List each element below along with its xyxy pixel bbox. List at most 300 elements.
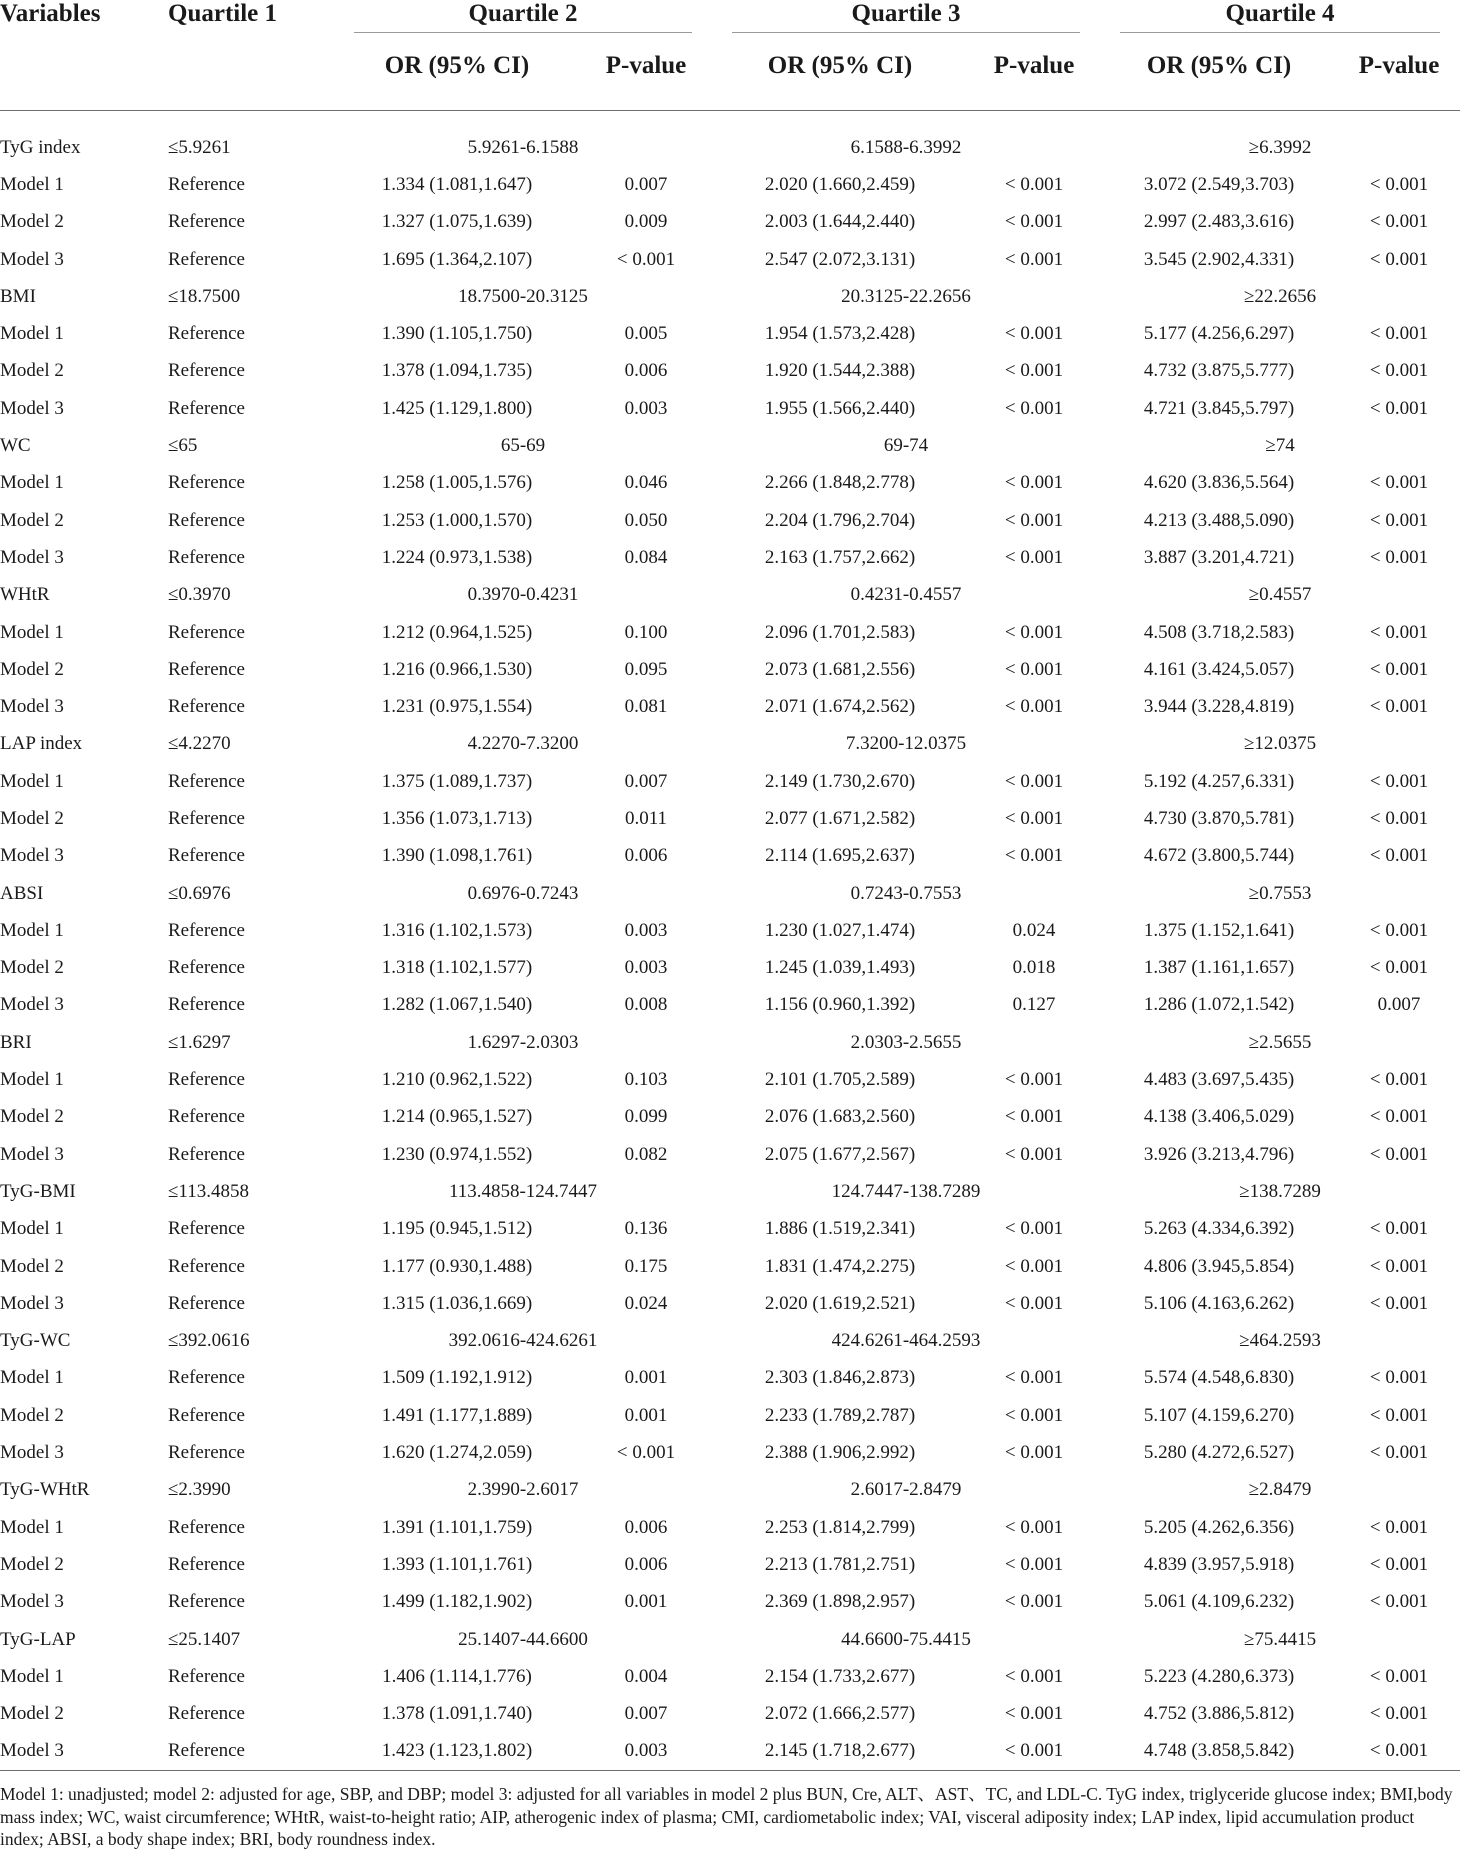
p-value-q2: 0.006 bbox=[624, 360, 668, 382]
table-row bbox=[0, 465, 1460, 502]
p-value-q2: 0.003 bbox=[624, 957, 668, 979]
model-label: Model 3 bbox=[0, 397, 64, 419]
p-value-q2: 0.084 bbox=[624, 546, 668, 568]
p-value-q2: 0.103 bbox=[624, 1069, 668, 1091]
quartile-1-value: Reference bbox=[168, 1442, 245, 1464]
header-blank bbox=[168, 40, 334, 111]
variable-row bbox=[0, 875, 1460, 912]
quartile-2-range: 2.3990-2.6017 bbox=[467, 1479, 579, 1501]
table-row bbox=[0, 1248, 1460, 1285]
or-q3: 2.369 (1.898,2.957) bbox=[764, 1591, 916, 1613]
table-row bbox=[0, 950, 1460, 987]
quartile-1-value: Reference bbox=[168, 1069, 245, 1091]
quartile-1-value: Reference bbox=[168, 919, 245, 941]
p-value-q3: < 0.001 bbox=[1004, 696, 1064, 718]
quartile-3-range: 6.1588-6.3992 bbox=[850, 136, 962, 158]
quartile-2-range: 392.0616-424.6261 bbox=[448, 1330, 598, 1352]
quartile-1-value: Reference bbox=[168, 397, 245, 419]
table-header bbox=[0, 0, 1460, 111]
p-value-q4: < 0.001 bbox=[1369, 1703, 1429, 1725]
p-value-q3: < 0.001 bbox=[1004, 323, 1064, 345]
or-q2: 1.509 (1.192,1.912) bbox=[381, 1367, 533, 1389]
quartile-3-range: 0.7243-0.7553 bbox=[850, 882, 962, 904]
or-q4: 4.213 (3.488,5.090) bbox=[1143, 509, 1295, 531]
table-row bbox=[0, 987, 1460, 1024]
p-value-q4: < 0.001 bbox=[1369, 1665, 1429, 1687]
table-row bbox=[0, 1434, 1460, 1471]
table-row bbox=[0, 614, 1460, 651]
or-q4: 5.106 (4.163,6.262) bbox=[1143, 1292, 1295, 1314]
table-row bbox=[0, 1733, 1460, 1771]
quartile-4-range: ≥12.0375 bbox=[1243, 733, 1317, 755]
table-body bbox=[0, 129, 1460, 1771]
quartile-2-range: 5.9261-6.1588 bbox=[467, 136, 579, 158]
table-row bbox=[0, 1211, 1460, 1248]
quartile-3-range: 0.4231-0.4557 bbox=[850, 584, 962, 606]
or-q3: 2.266 (1.848,2.778) bbox=[764, 472, 916, 494]
or-q2: 1.393 (1.101,1.761) bbox=[381, 1553, 533, 1575]
variable-name: BRI bbox=[0, 1031, 32, 1053]
quartile-1-value: Reference bbox=[168, 994, 245, 1016]
p-value-q4: < 0.001 bbox=[1369, 509, 1429, 531]
p-value-q3: 0.024 bbox=[1012, 919, 1056, 941]
quartile-4-range: ≥0.4557 bbox=[1248, 584, 1312, 606]
variable-name: TyG index bbox=[0, 136, 81, 158]
model-label: Model 1 bbox=[0, 1665, 64, 1687]
model-label: Model 3 bbox=[0, 1143, 64, 1165]
quartile-1-value: Reference bbox=[168, 173, 245, 195]
p-value-q3: 0.127 bbox=[1012, 994, 1056, 1016]
or-q4: 5.061 (4.109,6.232) bbox=[1143, 1591, 1295, 1613]
p-value-q3: < 0.001 bbox=[1004, 1367, 1064, 1389]
p-value-q2: 0.007 bbox=[624, 770, 668, 792]
p-value-q4: < 0.001 bbox=[1369, 472, 1429, 494]
quartile-1-value: Reference bbox=[168, 1553, 245, 1575]
p-value-q3: < 0.001 bbox=[1004, 546, 1064, 568]
or-q3: 2.154 (1.733,2.677) bbox=[764, 1665, 916, 1687]
quartile-3-range: 44.6600-75.4415 bbox=[841, 1628, 971, 1650]
quartile-1-value: Reference bbox=[168, 1665, 245, 1687]
or-q3: 2.073 (1.681,2.556) bbox=[764, 658, 916, 680]
variable-name: TyG-WHtR bbox=[0, 1479, 90, 1501]
variable-row bbox=[0, 427, 1460, 464]
or-q2: 1.210 (0.962,1.522) bbox=[381, 1069, 533, 1091]
table-row bbox=[0, 1285, 1460, 1322]
quartile-1-value: Reference bbox=[168, 807, 245, 829]
p-value-q2: 0.003 bbox=[624, 397, 668, 419]
quartile-1-value: Reference bbox=[168, 211, 245, 233]
variable-name: WHtR bbox=[0, 584, 50, 606]
p-value-q4: < 0.001 bbox=[1369, 807, 1429, 829]
or-q2: 1.327 (1.075,1.639) bbox=[381, 211, 533, 233]
model-label: Model 2 bbox=[0, 360, 64, 382]
or-q3: 1.954 (1.573,2.428) bbox=[764, 323, 916, 345]
model-label: Model 2 bbox=[0, 1404, 64, 1426]
p-value-q4: < 0.001 bbox=[1369, 360, 1429, 382]
or-q4: 4.748 (3.858,5.842) bbox=[1100, 1733, 1338, 1771]
or-q4: 5.205 (4.262,6.356) bbox=[1143, 1516, 1295, 1538]
or-q3: 2.072 (1.666,2.577) bbox=[764, 1703, 916, 1725]
p-value-q3: 0.018 bbox=[1012, 957, 1056, 979]
quartile-4-range: ≥22.2656 bbox=[1243, 285, 1317, 307]
variable-row bbox=[0, 278, 1460, 315]
or-q4: 4.806 (3.945,5.854) bbox=[1143, 1255, 1295, 1277]
or-q3: 2.096 (1.701,2.583) bbox=[764, 621, 916, 643]
table-row bbox=[0, 838, 1460, 875]
p-value-q3: < 0.001 bbox=[1004, 472, 1064, 494]
p-value-q2: 0.005 bbox=[624, 323, 668, 345]
quartile-1-value: Reference bbox=[168, 1703, 245, 1725]
model-label: Model 3 bbox=[0, 1733, 168, 1771]
p-value-q2: 0.050 bbox=[624, 509, 668, 531]
model-label: Model 3 bbox=[0, 1442, 64, 1464]
quartile-1-value: Reference bbox=[168, 509, 245, 531]
or-q3: 2.233 (1.789,2.787) bbox=[764, 1404, 916, 1426]
variable-name: ABSI bbox=[0, 882, 44, 904]
model-label: Model 1 bbox=[0, 1069, 64, 1091]
variable-row bbox=[0, 577, 1460, 614]
p-value-q4: < 0.001 bbox=[1369, 1442, 1429, 1464]
or-q2: 1.406 (1.114,1.776) bbox=[382, 1665, 532, 1687]
model-label: Model 2 bbox=[0, 509, 64, 531]
or-q2: 1.491 (1.177,1.889) bbox=[381, 1404, 533, 1426]
or-q2: 1.356 (1.073,1.713) bbox=[381, 807, 533, 829]
p-value-q4: 0.007 bbox=[1377, 994, 1421, 1016]
or-q3: 2.020 (1.660,2.459) bbox=[764, 173, 916, 195]
quartile-1-range: ≤25.1407 bbox=[168, 1628, 241, 1650]
header-or-q2: OR (95% CI) bbox=[334, 40, 580, 111]
quartile-1-range: ≤18.7500 bbox=[168, 285, 241, 307]
or-q4: 4.508 (3.718,2.583) bbox=[1143, 621, 1295, 643]
or-q4: 5.223 (4.280,6.373) bbox=[1143, 1665, 1295, 1687]
or-q2: 1.316 (1.102,1.573) bbox=[381, 919, 533, 941]
or-q2: 1.177 (0.930,1.488) bbox=[381, 1255, 533, 1277]
or-q3: 2.020 (1.619,2.521) bbox=[764, 1292, 916, 1314]
quartile-2-range: 0.6976-0.7243 bbox=[467, 882, 579, 904]
p-value-q4: < 0.001 bbox=[1369, 919, 1429, 941]
quartile-1-value: Reference bbox=[168, 1591, 245, 1613]
p-value-q4: < 0.001 bbox=[1369, 1292, 1429, 1314]
quartile-2-range: 0.3970-0.4231 bbox=[467, 584, 579, 606]
p-value-q3: < 0.001 bbox=[1004, 211, 1064, 233]
or-q2: 1.224 (0.973,1.538) bbox=[381, 546, 533, 568]
or-q2: 1.216 (0.966,1.530) bbox=[381, 658, 533, 680]
table-row bbox=[0, 241, 1460, 278]
model-label: Model 1 bbox=[0, 1218, 64, 1240]
table-row bbox=[0, 912, 1460, 949]
p-value-q2: 0.006 bbox=[624, 1553, 668, 1575]
quartile-4-range: ≥2.5655 bbox=[1248, 1031, 1312, 1053]
table-row bbox=[0, 539, 1460, 576]
table-row bbox=[0, 800, 1460, 837]
quartile-1-value: Reference bbox=[168, 770, 245, 792]
table-row bbox=[0, 763, 1460, 800]
quartile-4-range: ≥6.3992 bbox=[1248, 136, 1312, 158]
table-row bbox=[0, 1099, 1460, 1136]
quartile-4-range: ≥0.7553 bbox=[1248, 882, 1312, 904]
p-value-q4: < 0.001 bbox=[1369, 696, 1429, 718]
p-value-q2: 0.009 bbox=[624, 211, 668, 233]
header-variables: Variables bbox=[0, 0, 101, 27]
or-q4: 3.545 (2.902,4.331) bbox=[1143, 248, 1295, 270]
or-q4: 5.574 (4.548,6.830) bbox=[1143, 1367, 1295, 1389]
p-value-q2: < 0.001 bbox=[616, 1442, 676, 1464]
p-value-q2: 0.001 bbox=[624, 1591, 668, 1613]
p-value-q2: 0.046 bbox=[624, 472, 668, 494]
table-row bbox=[0, 353, 1460, 390]
model-label: Model 3 bbox=[0, 696, 64, 718]
p-value-q3: < 0.001 bbox=[968, 1733, 1100, 1771]
quartile-2-range: 113.4858-124.7447 bbox=[448, 1180, 598, 1202]
or-q2: 1.390 (1.098,1.761) bbox=[381, 845, 533, 867]
header-p-q2: P-value bbox=[580, 40, 712, 111]
or-q4: 5.280 (4.272,6.527) bbox=[1143, 1442, 1295, 1464]
quartile-3-range: 20.3125-22.2656 bbox=[841, 285, 971, 307]
p-value-q2: 0.175 bbox=[624, 1255, 668, 1277]
p-value-q3: < 0.001 bbox=[1004, 1591, 1064, 1613]
quartile-1-value: Reference bbox=[168, 1143, 245, 1165]
or-q4: 3.944 (3.228,4.819) bbox=[1143, 696, 1295, 718]
or-q2: 1.378 (1.094,1.735) bbox=[381, 360, 533, 382]
p-value-q4: < 0.001 bbox=[1369, 248, 1429, 270]
or-q2: 1.425 (1.129,1.800) bbox=[381, 397, 533, 419]
variable-name: TyG-BMI bbox=[0, 1180, 76, 1202]
variable-row bbox=[0, 726, 1460, 763]
quartile-1-range: ≤0.3970 bbox=[168, 584, 231, 606]
quartile-1-value: Reference bbox=[168, 957, 245, 979]
or-q4: 3.926 (3.213,4.796) bbox=[1143, 1143, 1295, 1165]
table-row bbox=[0, 315, 1460, 352]
or-q4: 1.375 (1.152,1.641) bbox=[1143, 919, 1295, 941]
table-row bbox=[0, 1584, 1460, 1621]
p-value-q3: < 0.001 bbox=[1004, 1442, 1064, 1464]
quartile-1-value: Reference bbox=[168, 472, 245, 494]
variable-name: TyG-WC bbox=[0, 1330, 71, 1352]
or-q3: 1.955 (1.566,2.440) bbox=[764, 397, 916, 419]
table-row bbox=[0, 502, 1460, 539]
or-q3: 2.253 (1.814,2.799) bbox=[764, 1516, 916, 1538]
p-value-q3: < 0.001 bbox=[1004, 845, 1064, 867]
variable-name: LAP index bbox=[0, 733, 83, 755]
table-row bbox=[0, 390, 1460, 427]
or-q3: 1.831 (1.474,2.275) bbox=[764, 1255, 916, 1277]
or-q2: 1.258 (1.005,1.576) bbox=[381, 472, 533, 494]
or-q3: 2.075 (1.677,2.567) bbox=[764, 1143, 916, 1165]
or-q4: 5.177 (4.256,6.297) bbox=[1143, 323, 1295, 345]
p-value-q2: 0.081 bbox=[624, 696, 668, 718]
or-q2: 1.230 (0.974,1.552) bbox=[381, 1143, 533, 1165]
or-q3: 2.003 (1.644,2.440) bbox=[764, 211, 916, 233]
or-q2: 1.423 (1.123,1.802) bbox=[334, 1733, 580, 1771]
p-value-q4: < 0.001 bbox=[1369, 621, 1429, 643]
quartile-1-range: ≤113.4858 bbox=[168, 1180, 249, 1202]
p-value-q3: < 0.001 bbox=[1004, 509, 1064, 531]
quartile-2-range: 18.7500-20.3125 bbox=[458, 285, 588, 307]
p-value-q3: < 0.001 bbox=[1004, 807, 1064, 829]
p-value-q4: < 0.001 bbox=[1369, 1218, 1429, 1240]
or-q4: 4.483 (3.697,5.435) bbox=[1143, 1069, 1295, 1091]
model-label: Model 1 bbox=[0, 621, 64, 643]
p-value-q4: < 0.001 bbox=[1369, 845, 1429, 867]
quartile-4-range: ≥2.8479 bbox=[1248, 1479, 1312, 1501]
quartile-3-range: 69-74 bbox=[883, 435, 929, 457]
p-value-q3: < 0.001 bbox=[1004, 1516, 1064, 1538]
p-value-q4: < 0.001 bbox=[1369, 323, 1429, 345]
quartile-1-value: Reference bbox=[168, 1516, 245, 1538]
quartile-1-range: ≤5.9261 bbox=[168, 136, 231, 158]
quartile-1-value: Reference bbox=[168, 1404, 245, 1426]
table-row bbox=[0, 204, 1460, 241]
p-value-q4: < 0.001 bbox=[1369, 1367, 1429, 1389]
p-value-q3: < 0.001 bbox=[1004, 658, 1064, 680]
quartile-1-range: ≤65 bbox=[168, 435, 198, 457]
p-value-q4: < 0.001 bbox=[1369, 1516, 1429, 1538]
table-row bbox=[0, 1509, 1460, 1546]
quartile-1-value: Reference bbox=[168, 546, 245, 568]
p-value-q4: < 0.001 bbox=[1369, 1255, 1429, 1277]
p-value-q2: < 0.001 bbox=[616, 248, 676, 270]
model-label: Model 2 bbox=[0, 658, 64, 680]
or-q4: 5.263 (4.334,6.392) bbox=[1143, 1218, 1295, 1240]
header-p-q4: P-value bbox=[1338, 40, 1460, 111]
or-q2: 1.231 (0.975,1.554) bbox=[381, 696, 533, 718]
p-value-q3: < 0.001 bbox=[1004, 1553, 1064, 1575]
or-q2: 1.390 (1.105,1.750) bbox=[381, 323, 533, 345]
or-q3: 2.213 (1.781,2.751) bbox=[764, 1553, 916, 1575]
or-q4: 4.672 (3.800,5.744) bbox=[1143, 845, 1295, 867]
or-q4: 4.721 (3.845,5.797) bbox=[1143, 397, 1295, 419]
model-label: Model 2 bbox=[0, 1553, 64, 1575]
table-row bbox=[0, 1546, 1460, 1583]
variable-row bbox=[0, 1621, 1460, 1658]
or-q3: 2.163 (1.757,2.662) bbox=[764, 546, 916, 568]
variable-name: BMI bbox=[0, 285, 36, 307]
model-label: Model 2 bbox=[0, 1703, 64, 1725]
quartile-1-range: ≤0.6976 bbox=[168, 882, 231, 904]
table-row bbox=[0, 1658, 1460, 1695]
p-value-q2: 0.011 bbox=[624, 807, 668, 829]
model-label: Model 3 bbox=[0, 1292, 64, 1314]
variable-name: TyG-LAP bbox=[0, 1628, 76, 1650]
or-q2: 1.253 (1.000,1.570) bbox=[381, 509, 533, 531]
p-value-q3: < 0.001 bbox=[1004, 173, 1064, 195]
p-value-q3: < 0.001 bbox=[1004, 1292, 1064, 1314]
model-label: Model 2 bbox=[0, 957, 64, 979]
or-q2: 1.212 (0.964,1.525) bbox=[381, 621, 533, 643]
p-value-q3: < 0.001 bbox=[1004, 397, 1064, 419]
or-q4: 4.620 (3.836,5.564) bbox=[1143, 472, 1295, 494]
or-q2: 1.315 (1.036,1.669) bbox=[381, 1292, 533, 1314]
model-label: Model 1 bbox=[0, 1367, 64, 1389]
header-blank bbox=[0, 40, 168, 111]
p-value-q2: 0.006 bbox=[624, 845, 668, 867]
or-q2: 1.620 (1.274,2.059) bbox=[381, 1442, 533, 1464]
p-value-q3: < 0.001 bbox=[1004, 770, 1064, 792]
p-value-q4: < 0.001 bbox=[1369, 1143, 1429, 1165]
variable-row bbox=[0, 1323, 1460, 1360]
model-label: Model 2 bbox=[0, 1255, 64, 1277]
variable-name: WC bbox=[0, 435, 31, 457]
p-value-q3: < 0.001 bbox=[1004, 621, 1064, 643]
header-quartile-4: Quartile 4 bbox=[1100, 0, 1460, 40]
quartile-1-value: Reference bbox=[168, 1218, 245, 1240]
table-row bbox=[0, 1360, 1460, 1397]
p-value-q4: < 0.001 bbox=[1369, 546, 1429, 568]
quartile-3-range: 2.6017-2.8479 bbox=[850, 1479, 962, 1501]
p-value-q2: 0.095 bbox=[624, 658, 668, 680]
or-q3: 2.076 (1.683,2.560) bbox=[764, 1106, 916, 1128]
or-q3: 1.920 (1.544,2.388) bbox=[764, 360, 916, 382]
header-quartile-2: Quartile 2 bbox=[334, 0, 712, 40]
or-q2: 1.378 (1.091,1.740) bbox=[381, 1703, 533, 1725]
quartile-3-range: 124.7447-138.7289 bbox=[831, 1180, 981, 1202]
p-value-q4: < 0.001 bbox=[1369, 397, 1429, 419]
quartile-4-range: ≥75.4415 bbox=[1243, 1628, 1317, 1650]
model-label: Model 1 bbox=[0, 472, 64, 494]
table-row bbox=[0, 1397, 1460, 1434]
or-q2: 1.334 (1.081,1.647) bbox=[381, 173, 533, 195]
table-row bbox=[0, 1061, 1460, 1098]
or-q2: 1.375 (1.089,1.737) bbox=[381, 770, 533, 792]
model-label: Model 3 bbox=[0, 1591, 64, 1613]
or-q4: 4.732 (3.875,5.777) bbox=[1143, 360, 1295, 382]
quartile-1-value: Reference bbox=[168, 696, 245, 718]
quartile-2-range: 25.1407-44.6600 bbox=[458, 1628, 588, 1650]
model-label: Model 3 bbox=[0, 845, 64, 867]
model-label: Model 3 bbox=[0, 994, 64, 1016]
quartile-1-value: Reference bbox=[168, 1106, 245, 1128]
p-value-q2: 0.007 bbox=[624, 1703, 668, 1725]
p-value-q3: < 0.001 bbox=[1004, 1404, 1064, 1426]
or-q4: 4.161 (3.424,5.057) bbox=[1143, 658, 1295, 680]
or-q2: 1.214 (0.965,1.527) bbox=[381, 1106, 533, 1128]
quartile-1-range: ≤1.6297 bbox=[168, 1031, 231, 1053]
p-value-q3: < 0.001 bbox=[1004, 1143, 1064, 1165]
table-footnote: Model 1: unadjusted; model 2: adjusted for age, SBP, and DBP; model 3: adjusted for all variables in model 2 plus BUN, Cre, ALT、AST、TC, and LDL-C. TyG index, triglyceride glucose index; BMI,body mass index; WC, waist circumference; WHtR, waist-to-height ratio; AIP, atherogenic index of plasma; CMI, cardiometabolic index; VAI, visceral adiposity index; LAP index, lipid accumulation product index; ABSI, a body shape index; BRI, body roundness index. bbox=[0, 1784, 1453, 1850]
header-or-q3: OR (95% CI) bbox=[712, 40, 968, 111]
p-value-q3: < 0.001 bbox=[1004, 1069, 1064, 1091]
quartile-3-range: 7.3200-12.0375 bbox=[845, 733, 967, 755]
or-q4: 5.107 (4.159,6.270) bbox=[1143, 1404, 1295, 1426]
quartile-1-value: Reference bbox=[168, 323, 245, 345]
p-value-q4: < 0.001 bbox=[1369, 1591, 1429, 1613]
p-value-q2: 0.008 bbox=[624, 994, 668, 1016]
variable-row bbox=[0, 129, 1460, 166]
or-q2: 1.499 (1.182,1.902) bbox=[381, 1591, 533, 1613]
quartile-4-range: ≥74 bbox=[1265, 435, 1295, 457]
p-value-q3: < 0.001 bbox=[1004, 1665, 1064, 1687]
table-row bbox=[0, 651, 1460, 688]
quartile-1-range: ≤2.3990 bbox=[168, 1479, 231, 1501]
or-q4: 1.387 (1.161,1.657) bbox=[1143, 957, 1295, 979]
quartile-1-value: Reference bbox=[168, 621, 245, 643]
quartile-1-value: Reference bbox=[168, 360, 245, 382]
or-q4: 4.839 (3.957,5.918) bbox=[1143, 1553, 1295, 1575]
or-q2: 1.195 (0.945,1.512) bbox=[381, 1218, 533, 1240]
quartile-1-value: Reference bbox=[168, 658, 245, 680]
p-value-q2: 0.136 bbox=[624, 1218, 668, 1240]
model-label: Model 1 bbox=[0, 173, 64, 195]
p-value-q4: < 0.001 bbox=[1369, 770, 1429, 792]
p-value-q4: < 0.001 bbox=[1369, 957, 1429, 979]
or-q4: 4.138 (3.406,5.029) bbox=[1143, 1106, 1295, 1128]
or-q3: 2.101 (1.705,2.589) bbox=[764, 1069, 916, 1091]
or-q2: 1.695 (1.364,2.107) bbox=[381, 248, 533, 270]
quartile-4-range: ≥138.7289 bbox=[1239, 1180, 1321, 1202]
model-label: Model 1 bbox=[0, 770, 64, 792]
p-value-q3: < 0.001 bbox=[1004, 248, 1064, 270]
p-value-q2: 0.003 bbox=[624, 919, 668, 941]
